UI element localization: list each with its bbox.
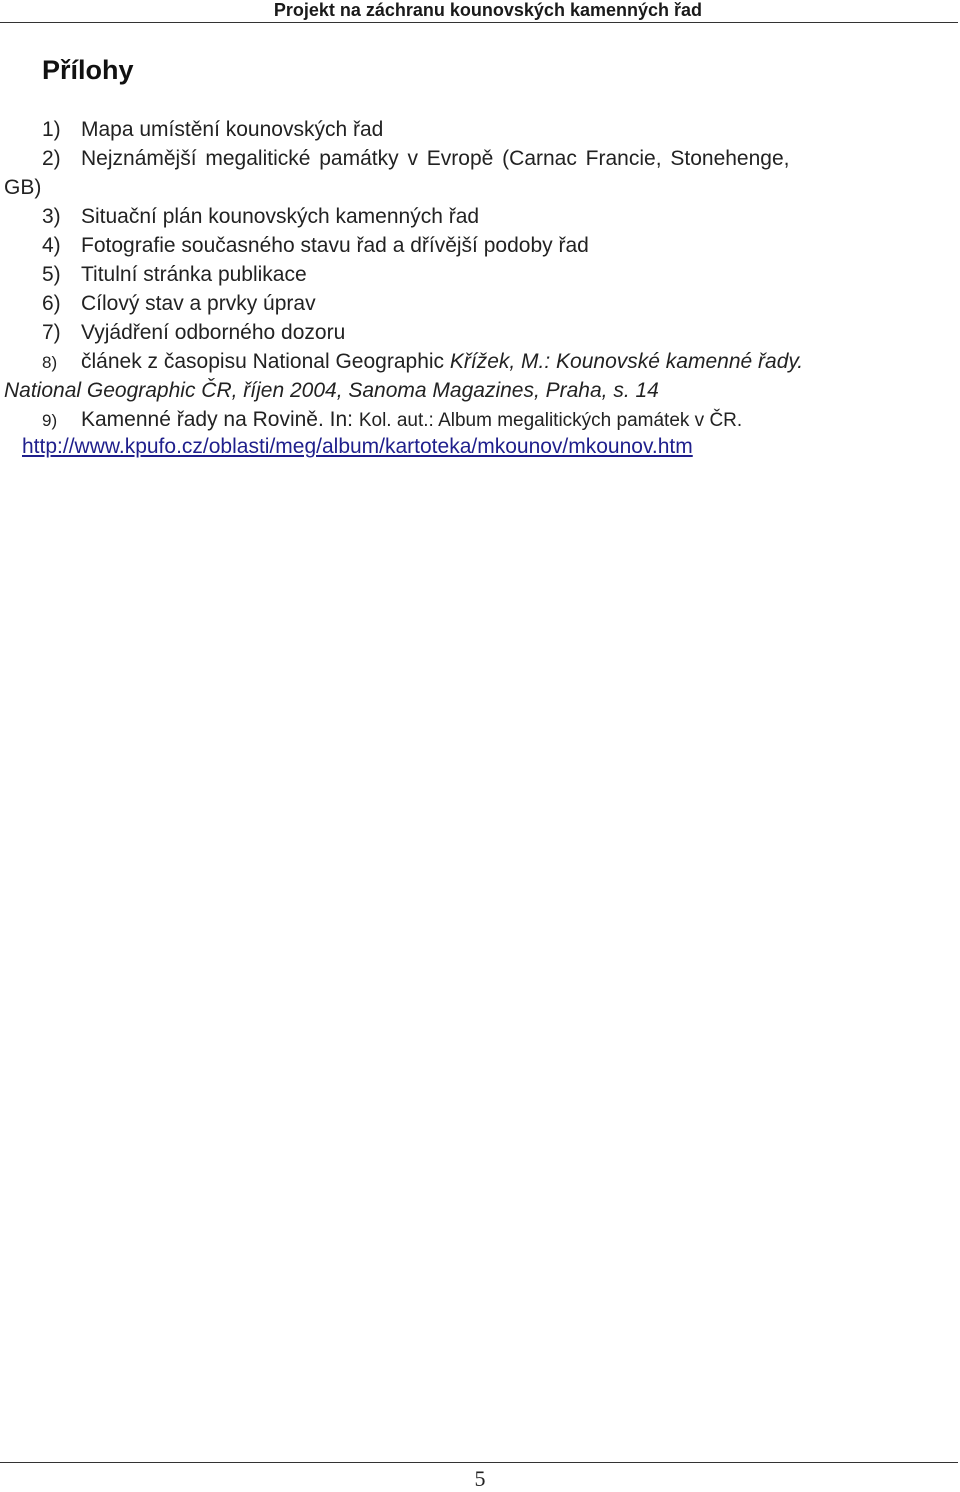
list-item-text: článek z časopisu National Geographic — [81, 350, 450, 373]
reference-link[interactable]: http://www.kpufo.cz/oblasti/meg/album/kartoteka/mkounov/mkounov.htm — [22, 435, 693, 458]
list-item-text: Fotografie současného stavu řad a dřívější podoby řad — [81, 234, 589, 257]
list-item — [42, 146, 789, 172]
list-item — [42, 262, 307, 288]
list-item-number: 4) — [42, 234, 61, 257]
list-item — [42, 320, 345, 346]
footer-divider — [0, 1462, 958, 1463]
citation-continuation: National Geographic ČR, říjen 2004, Sanoma Magazines, Praha, s. 14 — [4, 379, 659, 402]
list-item-number: 7) — [42, 321, 61, 344]
section-heading: Přílohy — [42, 55, 134, 85]
list-item-number: 6) — [42, 292, 61, 315]
citation-text: Křížek, M.: Kounovské kamenné řady. — [449, 350, 804, 373]
list-item-text: Situační plán kounovských kamenných řad — [81, 205, 480, 228]
page-header — [0, 0, 958, 23]
list-item-number: 8) — [42, 353, 58, 372]
album-reference: Kol. aut.: Album megalitických památek v ČR. — [358, 410, 743, 431]
list-item-number: 5) — [42, 263, 61, 286]
page-number: 5 — [474, 1466, 486, 1491]
list-item — [42, 117, 383, 143]
header-title: Projekt na záchranu kounovských kamenných řad — [273, 0, 702, 20]
list-item-text: Titulní stránka publikace — [81, 263, 307, 286]
list-item-text: Nejznámější megalitické památky v Evropě (Carnac Francie, Stonehenge, — [81, 147, 790, 170]
list-item-continuation: GB) — [4, 176, 42, 199]
list-item — [42, 233, 589, 259]
list-item-number: 9) — [42, 411, 58, 430]
list-item-text: Kamenné řady na Rovině. In: — [81, 408, 359, 431]
list-item — [42, 349, 803, 376]
list-item — [42, 204, 479, 230]
list-item-number: 3) — [42, 205, 61, 228]
list-item-number: 1) — [42, 118, 61, 141]
list-item — [42, 291, 316, 317]
list-item — [42, 407, 742, 434]
list-item-text: Mapa umístění kounovských řad — [81, 118, 384, 141]
list-item-number: 2) — [42, 147, 61, 170]
list-item-text: Cílový stav a prvky úprav — [81, 292, 316, 315]
list-item-text: Vyjádření odborného dozoru — [81, 321, 346, 344]
